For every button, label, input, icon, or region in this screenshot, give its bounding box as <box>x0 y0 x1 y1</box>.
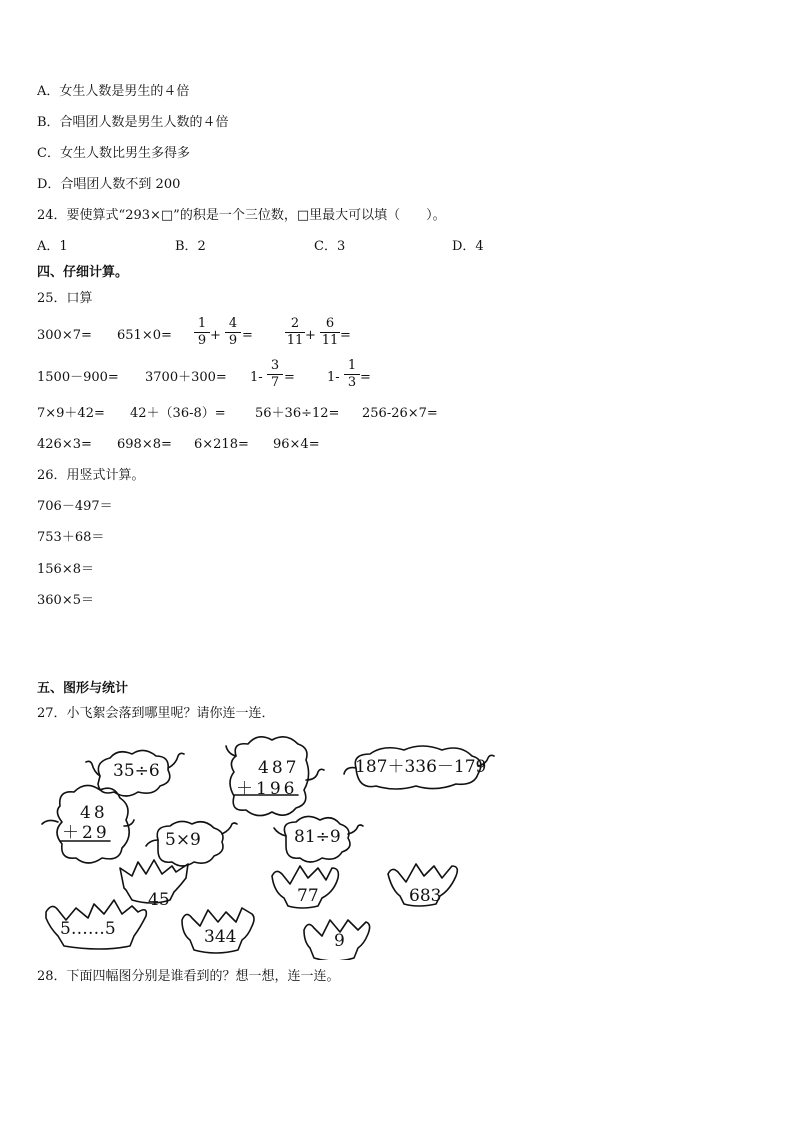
grass-label-5-remainder-5: 5……5 <box>60 919 116 939</box>
q25-r2-one-minus-2: 1- <box>327 370 340 385</box>
cloud-label-5-times-9: 5×9 <box>165 830 201 850</box>
q25-frac-1-9: 1 9 <box>194 317 210 348</box>
q24-stem: 24．要使算式“293×□”的积是一个三位数，□里最大可以填（ ）。 <box>37 208 446 223</box>
q25-plus-2: + <box>305 328 316 343</box>
q26-item-2: 753＋68＝ <box>37 530 105 545</box>
q26-item-1: 706－497＝ <box>37 499 113 514</box>
q25-r2-item-2: 3700＋300= <box>145 370 227 385</box>
grass-label-45: 45 <box>148 890 170 910</box>
q24-option-d: D．4 <box>452 239 484 254</box>
q25-frac-3-7: 3 7 <box>267 359 283 390</box>
q23-option-a: A．女生人数是男生的４倍 <box>37 84 190 99</box>
q23-option-b: B．合唱团人数是男生人数的４倍 <box>37 115 229 130</box>
cloud-label-487: 487 <box>258 758 300 778</box>
q25-plus-1: + <box>210 328 221 343</box>
cloud-label-48: 48 <box>80 803 108 823</box>
q25-r1-item-1: 300×7= <box>37 328 92 343</box>
q25-r4-item-2: 698×8= <box>117 437 172 452</box>
q26-item-3: 156×8＝ <box>37 562 94 577</box>
q25-eq-2: = <box>340 328 351 343</box>
q26-item-4: 360×5＝ <box>37 593 94 608</box>
q25-r3-item-2: 42＋（36-8）= <box>130 406 226 421</box>
q25-r4-item-1: 426×3= <box>37 437 92 452</box>
q25-eq-4: = <box>360 370 371 385</box>
q25-eq-1: = <box>242 328 253 343</box>
q24-option-b: B．2 <box>175 239 206 254</box>
q25-frac-2-11: 2 11 <box>286 316 304 348</box>
q23-option-c: C．女生人数比男生多得多 <box>37 146 190 161</box>
q26-label: 26．用竖式计算。 <box>37 468 145 483</box>
grass-label-683: 683 <box>409 886 442 906</box>
section-5-title: 五、图形与统计 <box>37 681 129 696</box>
q25-frac-6-11: 6 11 <box>321 316 339 348</box>
q25-r3-item-4: 256-26×7= <box>362 406 438 421</box>
q25-r4-item-3: 6×218= <box>194 437 249 452</box>
q24-option-a: A．1 <box>37 239 68 254</box>
cloud-label-81-div-9: 81÷9 <box>294 827 341 847</box>
q25-r4-item-4: 96×4= <box>273 437 320 452</box>
q25-eq-3: = <box>284 370 295 385</box>
q28-label: 28．下面四幅图分别是谁看到的？想一想，连一连。 <box>37 969 340 984</box>
q25-frac-1-3: 1 3 <box>344 359 360 390</box>
q25-r1-item-2: 651×0= <box>117 328 172 343</box>
cloud-label-plus-196: ＋196 <box>236 779 298 799</box>
q25-r2-item-1: 1500－900= <box>37 370 119 385</box>
grass-label-344: 344 <box>204 927 237 947</box>
q25-r2-one-minus-1: 1- <box>250 370 263 385</box>
grass-label-9: 9 <box>334 931 345 951</box>
q25-label: 25．口算 <box>37 291 93 306</box>
section-4-title: 四、仔细计算。 <box>37 265 129 280</box>
cloud-label-plus-29: ＋29 <box>62 823 110 843</box>
grass-label-77: 77 <box>297 886 319 906</box>
cloud-label-187-plus-336-minus-179: 187＋336－179 <box>355 757 487 777</box>
q25-frac-4-9: 4 9 <box>225 317 241 348</box>
q25-r3-item-1: 7×9＋42= <box>37 406 105 421</box>
q27-matching-figure <box>0 730 794 960</box>
q27-label: 27．小飞絮会落到哪里呢？请你连一连． <box>37 706 275 721</box>
q23-option-d: D．合唱团人数不到 200 <box>37 177 181 192</box>
q24-option-c: C．3 <box>314 239 346 254</box>
q25-r3-item-3: 56＋36÷12= <box>255 406 340 421</box>
cloud-label-35-div-6: 35÷6 <box>113 761 160 781</box>
